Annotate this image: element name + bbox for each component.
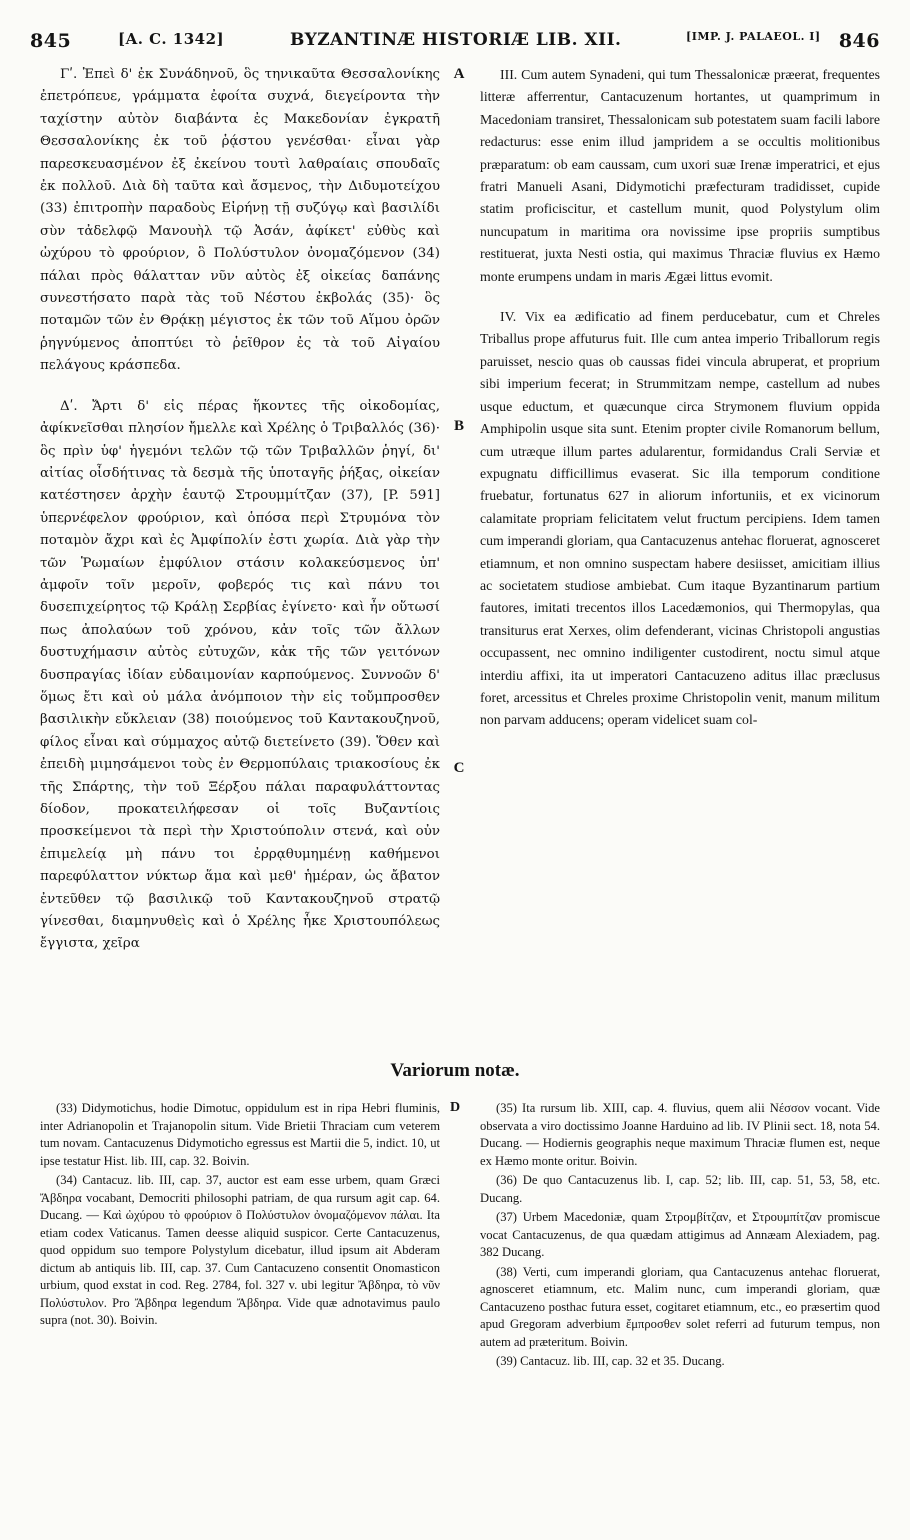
greek-paragraph-4: Δʹ. Ἄρτι δ' εἰς πέρας ἥκοντες τῆς οἰκοδομίας, ἀφίκνεῖσθαι πλησίον ἤμελλε καὶ Χρέλης ὁ Τριβαλλός (36)· ὃς πρὶν ὑφ' ἡγεμόνι τελῶν τῷ τῶν Τριβαλλῶν ῥηγί, δι' αἰτίας οἶσδήτινας τὰ δεσμὰ τῆς ὑποταγῆς ῥήξας, οἰκείαν κατέστησεν ἀρχὴν ἑαυτῷ Στρουμμίτζαν (37), [P. 591] ὑπερνέφελον φρούριον, καὶ ὁπόσα περὶ Στρυμόνα τὸν ποταμὸν ἄχρι καὶ ἐς Ἀμφίπολίν ἐστι χωρία. Διὰ γὰρ τὴν τῶν Ῥωμαίων ἐμφύλιον στάσιν κολακεύσμενος ὑπ' ἀμφοῖν τοῖν μεροῖν, φοβερός τις καὶ πάνυ τοι δυσεπιχείρητος τῷ Κράλῃ Σερβίας ἐγίνετο· καὶ ἦν οὕτωσί πως ἀπολαύων τοῦ χρόνου, κἀν τοῖς τῶν ἄλλων δυστυχήμασιν αὐτὸς εὐτυχῶν, κἀκ τῆς τῶν γειτόνων δυσπραγίας ἰδίαν εὐδαιμονίαν καρπούμενος. Συννοῶν δ' ὅμως ἔτι καὶ οὐ μάλα ἀνόμποιον τὴν εἰς τοὔμπροσθεν βασιλικὴν εὔκλειαν (38) ποιούμενος τοῦ Καντακουζηνοῦ, φίλος εἶναι καὶ σύμμαχος αὐτῷ διετείνετο (39). Ὅθεν καὶ ἐπειδὴ μιμησάμενοι τοὺς ἐν Θερμοπύλαις τριακοσίους ἐκ τῆς Σπάρτης, τὴν τοῦ Ξέρξου πάλαι παραφυλάττοντας δίοδον, προκατειλήφεσαν οἱ τοῖς Βυζαντίοις προσκείμενοι τὰ περὶ τὴν Χριστούπολιν στενά, καὶ οὐν ἐπιμελείᾳ μὴ πάνυ τοι ἐρρᾳθυμημένῃ καθήμενοι παρεφύλαττον νύκτωρ ἅμα καὶ μεθ' ἡμέραν, ὡς ἄβατον ἐντεῦθεν τῷ βασιλικῷ τοῦ Καντακουζηνοῦ στρατῷ γίνεσθαι, διαμηνυθεὶς καὶ ὁ Χρέλης ἧκε Χριστουπόλεως ἔγγιστα, χεῖρα (40, 398, 440, 952)
footnote-34: (34) Cantacuz. lib. III, cap. 37, auctor est eam esse urbem, quam Græci Ἄβδηρα vocabant, Democriti philosophi patriam, de qua rursum agit cap. 64. Ducang. — Καὶ ὠχύρου τὸ φρούριον ὃ Πολύστυλον ὀνομαζόμενον πάλαι. Ita etiam codex Vaticanus. Tamen deesse aliquid suspicor. Certe Cantacuzenus, quod oppidum suo tempore Polystylum dicebatur, illud ipsum ait Abderam dictum ab antiquis lib. III, cap. 37. Cum Cantacuzeno consentit Onomasticon urbium, quod exstat in cod. Reg. 2784, fol. 327 v. ubi legitur Ἄβδηρα, τὸ νῦν Πολύστυλον. Pro Ἄβδηρα legendum Ἄβδηρα. Vide quæ adnotavimus paulo supra (not. 30). Boivin. (40, 1173, 440, 1327)
margin-marker-a: A (453, 66, 465, 82)
right-page-number: 846 (838, 30, 880, 52)
footnote-39: (39) Cantacuz. lib. III, cap. 32 et 35. Ducang. (496, 1354, 725, 1368)
latin-paragraph-3: III. Cum autem Synadeni, qui tum Thessalonicæ præerat, frequentes litteræ afferrentur, Cantacuzenum hortantes, ut quamprimum in Macedoniam transiret, Thessalonicam sub potestatem suam facili labore redacturus: esse enim illud jampridem a se occultis molitionibus præparatum: ob eam caussam, cum uxori suæ Irenæ imperatrici, et ejus fratri Manueli Asani, Didymotichi præfecturam tradidisset, cupide statim proficiscitur, et castellum munit, quod Polystylum olim nuncupatum in maritima ora novissime ipse propriis sumptibus restituerat, juxta Nesti ostia, qui maximus Thraciæ fluvius ex Hæmo monte erumpens undam in maris Ægæi littus evomit. (480, 67, 880, 284)
greek-column (40, 64, 440, 952)
footnote-37: (37) Urbem Macedoniæ, quam Στρομβίτζαν, et Στρουμπίτζαν promiscue vocat Cantacuzenus, de qua quædam attigimus ad Annæam Alexiadem, pag. 382 Ducang. (480, 1210, 880, 1259)
right-date: [IMP. J. PALAEOL. I] (686, 30, 821, 43)
latin-paragraph-4: IV. Vix ea ædificatio ad finem perducebatur, cum et Chreles Triballus prope affuturus fuit. Ille cum antea imperio Triballorum regis paruisset, nescio quas ob caussas fidei vincula abruperat, et proprium sibi imperium fecerat; in Strummitzam nempe, castellum ad nubes usque eductum, et quæcunque circa Strymonem fluvium oppida Amphipolin usque sita sunt. Etenim propter civile Romanorum bellum, cum utræque illum partes adularentur, formidandus Crali Serviæ et expugnatu difficillimus evaserat. Sic illa temporum conditione fruebatur, fortunatus 627 in aliorum infortuniis, et ex vicinorum calamitate propriam felicitatem velut fructum percipiens. Idem tamen cum imperandi gloriam, qua Cantacuzenus antehac floruerat, agnosceret etiamnum, et non omnino suspectam habere desiisset, amicitiam illius ac societatem studiose ambiebat. Cum itaque Byzantinarum partium fautores, imitati trecentos illos Lacedæmonios, qui Thermopylas, qua transiturus erat Xerxes, olim defenderant, vicinas Christopoli angustias occupassent, nec omnino indiligenter custodirent, noctu simul atque interdiu affixi, ita ut imperatori Cantacuzeno aditus illac præclusus foret, arcessitus et Chreles proxime Christopolin venit, manum militum non parvam adducens; operam videlicet suam col- (480, 309, 880, 728)
left-date: [A. C. 1342] (118, 30, 225, 48)
latin-column (480, 64, 880, 764)
margin-marker-b: B (453, 418, 464, 434)
left-page-number: 845 (30, 30, 72, 52)
margin-marker-d: D (450, 1100, 461, 1115)
notes-right-column (480, 1100, 880, 1510)
margin-marker-c: C (453, 760, 465, 776)
notes-heading: Variorum notæ. (390, 1060, 520, 1081)
running-header (30, 30, 880, 56)
footnote-38: (38) Verti, cum imperandi gloriam, qua Cantacuzenus antehac floruerat, agnosceret etiamnum, etc. Malim nunc, cum imperandi gloriam, quæ Cantacuzeno posthac futura esset, cogitaret etiamnum, etc., eo præsertim quod apud Gregoram adverbium ἔμπροσθεν solet referri ad futurum tempus, non autem ad præteritum. Boivin. (480, 1264, 880, 1349)
footnote-33: (33) Didymotichus, hodie Dimotuc, oppidulum est in ripa Hebri fluminis, inter Adrianopolin et Trajanopolin situm. Vide Brietii Thraciam cum veterem tum novam. Cantacuzenus Didymoticho egressus est Martii die 5, indict. 10, ut ipse testatur Hist. lib. III, cap. 32. Boivin. (40, 1101, 440, 1168)
footnote-35: (35) Ita rursum lib. XIII, cap. 4. fluvius, quem alii Νέσσον vocant. Vide observata a viro doctissimo Joanne Harduino ad lib. IV Plinii sect. 18, nota 54. Ducang. — Hodiernis geographis neque maximum Thraciæ flumen est, neque ex Hæmo monte oritur. Boivin. (480, 1101, 880, 1168)
running-title: BYZANTINÆ HISTORIÆ LIB. XII. (290, 30, 622, 50)
greek-paragraph-3: Γʹ. Ἐπεὶ δ' ἐκ Συνάδηνοῦ, ὃς τηνικαῦτα Θεσσαλονίκης ἐπετρόπευε, γράμματα ἐφοίτα συχνά, διεγείροντα τὴν ταχίστην αὐτὸν διαβάντα ἐς Μακεδονίαν ἐγκρατῆ Θεσσαλονίκης ἐκ τοῦ ῥᾴστου γενέσθαι· εἶναι γὰρ παρεσκευασμένον ἐξ ἐκείνου τουτὶ λαθραίαις σπουδαῖς ἐκ πολλοῦ. Διὰ δὴ ταῦτα καὶ ἄσμενος, τὴν Διδυμοτείχου (33) ἐπιτροπὴν παραδοὺς Εἰρήνῃ τῇ συζύγῳ καὶ βασιλίδι σὺν τἀδελφῷ Μανουὴλ τῷ Ἀσάν, ἀφίκετ' εὐθὺς καὶ ὠχύρου τὸ φρούριον, ὃ Πολύστυλον ὀνομαζόμενον (34) πάλαι πρὸς θάλατταν νῦν αὐτὸς ἐξ οἰκείας δαπάνης συνεστήσατο παρὰ τὰς τοῦ Νέστου ἐκβολάς (35)· ὃς ποταμῶν τῶν ἐν Θρᾴκῃ μέγιστος ἐκ τῶν τοῦ Αἵμου ὀρῶν ῥηγνύμενος ἀποπτύει τὸ ῥεῖθρον ἐς τὰ τοῦ Αἰγαίου πελάγους κράσπεδα. (40, 67, 440, 374)
notes-left-column (40, 1100, 440, 1510)
footnote-36: (36) De quo Cantacuzenus lib. I, cap. 52; lib. III, cap. 51, 53, 58, etc. Ducang. (480, 1173, 880, 1205)
